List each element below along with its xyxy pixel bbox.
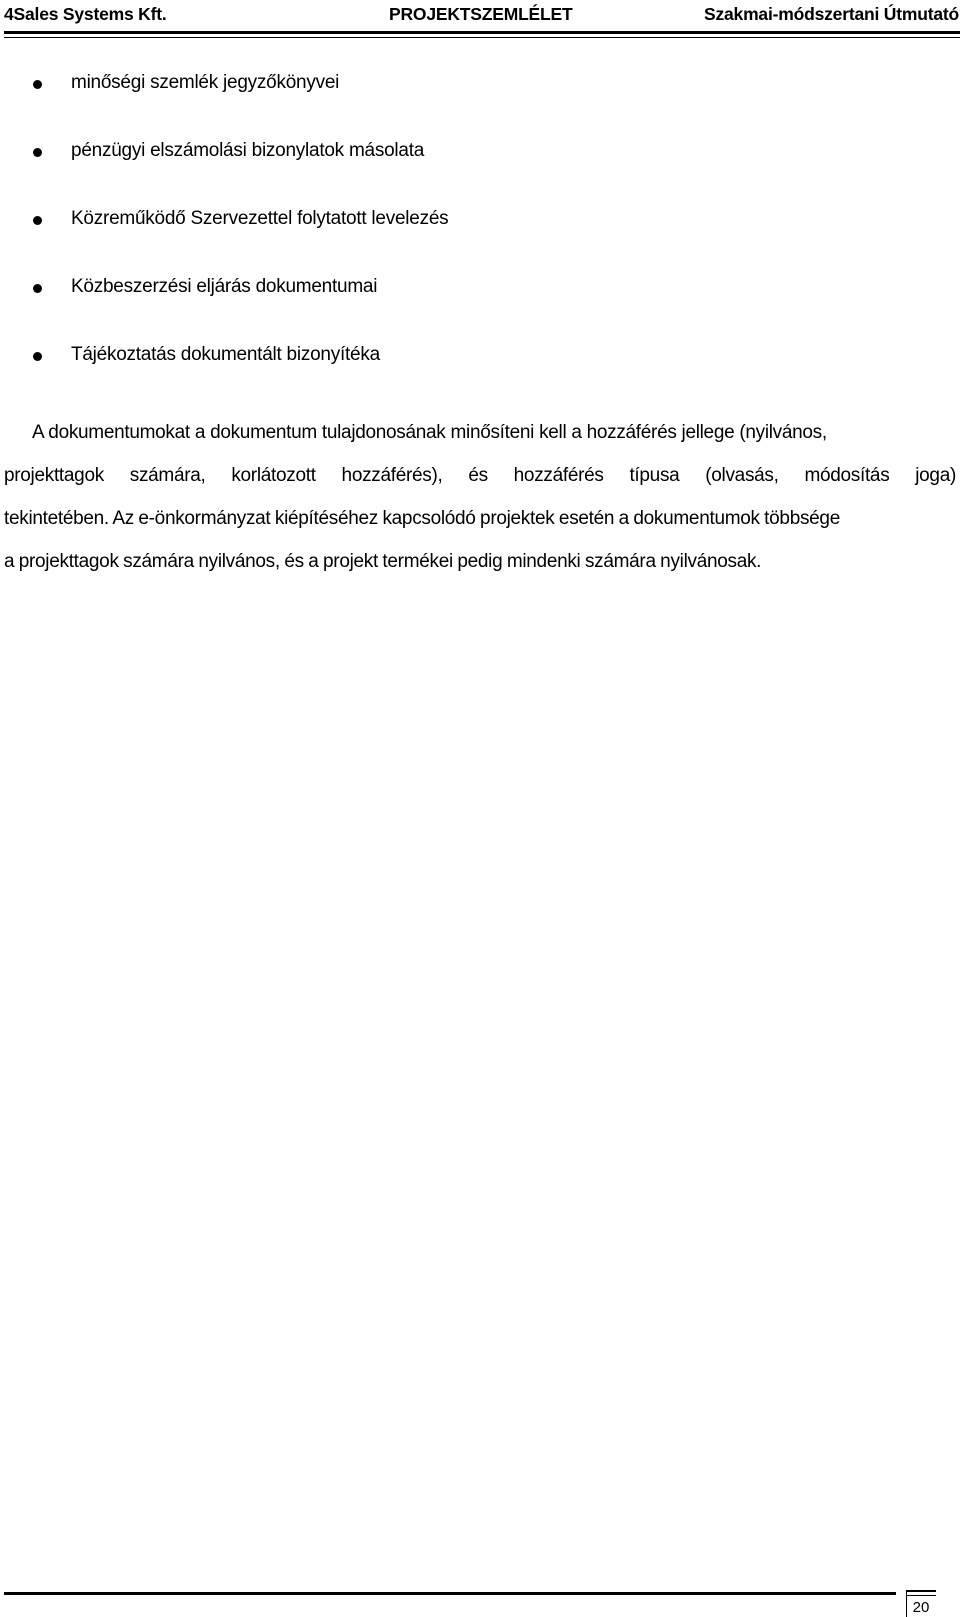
body-paragraph xyxy=(4,411,956,583)
paragraph-word: (olvasás, xyxy=(705,465,779,486)
bullet-list xyxy=(0,70,960,410)
header-title: PROJEKTSZEMLÉLET xyxy=(389,4,573,24)
list-item-text: pénzügyi elszámolási bizonylatok másolata xyxy=(71,140,425,161)
paragraph-word: módosítás xyxy=(804,465,890,486)
list-item xyxy=(0,138,960,206)
paragraph-word: korlátozott xyxy=(231,465,316,486)
paragraph-word: hozzáférés), xyxy=(341,465,443,486)
list-item xyxy=(0,274,960,342)
bullet-icon xyxy=(33,352,42,361)
header-subtitle: Szakmai-módszertani Útmutató xyxy=(703,4,959,24)
paragraph-word: számára, xyxy=(129,465,206,486)
paragraph-word: és xyxy=(468,465,488,486)
paragraph-word: projekttagok xyxy=(4,465,104,486)
list-item-text: Közreműködő Szervezettel folytatott levelezés xyxy=(71,208,449,229)
list-item-text: minőségi szemlék jegyzőkönyvei xyxy=(71,72,340,93)
paragraph-line: tekintetében. Az e-önkormányzat kiépítéséhez kapcsolódó projektek esetén a dokumentumok többsége xyxy=(4,508,840,529)
paragraph-line-justified xyxy=(4,454,956,497)
list-item xyxy=(0,206,960,274)
list-item-text: Közbeszerzési eljárás dokumentumai xyxy=(71,276,378,297)
bullet-icon xyxy=(33,216,42,225)
paragraph-word: hozzáférés xyxy=(513,465,604,486)
page-header xyxy=(4,0,959,30)
page-number: 20 xyxy=(912,1599,930,1616)
paragraph-word: típusa xyxy=(629,465,680,486)
list-item xyxy=(0,70,960,138)
bullet-icon xyxy=(33,80,42,89)
page-number-box-rule xyxy=(906,1595,936,1596)
header-rule xyxy=(4,31,960,34)
paragraph-line: A dokumentumokat a dokumentum tulajdonosának minősíteni kell a hozzáférés jellege (nyilvános, xyxy=(32,422,827,443)
footer-rule xyxy=(4,1592,896,1595)
list-item xyxy=(0,342,960,410)
header-company: 4Sales Systems Kft. xyxy=(4,4,167,24)
paragraph-line: a projekttagok számára nyilvános, és a projekt termékei pedig mindenki számára nyilvánosak. xyxy=(4,551,762,572)
header-rule-thin xyxy=(4,37,960,38)
paragraph-word: joga) xyxy=(915,465,956,486)
bullet-icon xyxy=(33,148,42,157)
list-item-text: Tájékoztatás dokumentált bizonyítéka xyxy=(71,344,380,365)
bullet-icon xyxy=(33,284,42,293)
